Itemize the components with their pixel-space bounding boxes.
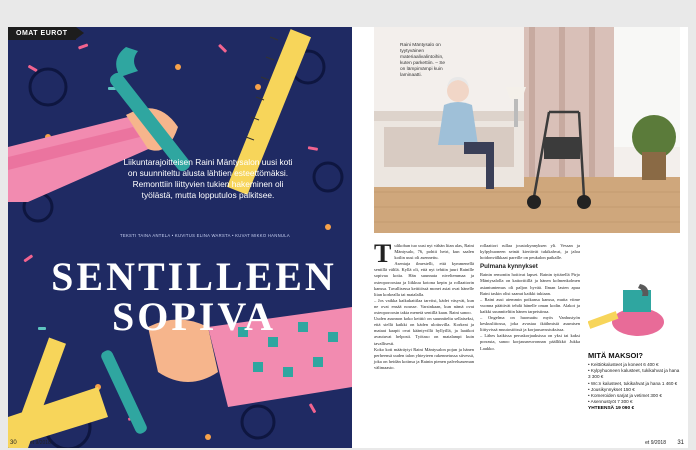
- cost-item: • Keittiökalusteet ja koneet 6 400 €: [588, 362, 682, 368]
- dropcap: T: [374, 239, 392, 268]
- col2-p5: – Lähes kaikissa peruskorjauksissa on yksi tai kaksi porrasta, sanoo korjausneuvonnan päällikkö Jukka Laukko.: [480, 333, 580, 351]
- photo: [374, 27, 680, 233]
- col1-p1: ulikoban tuo uusi nyt vähän liian alas, Raini Mäntysalo, 76, pohtii hetri, kun saalen koilin uusi oli asennettu.: [394, 243, 474, 261]
- col2-p3: – Raini asui aiemmin poikansa kanssa, mutta viime vuonna päättivät tehdä hänelle oman kodin. Alakot ja kaikki suunniteltiin hänen tarpeisiinsa.: [480, 296, 580, 314]
- col1-p4: Uuden asunnon koko keittiö on suunniteltu sellaiseksi, että siellä kaikki on käden ulottuvilla. Korkeat ja mataat kaapit ovat kääntyvillä hyllyillä, ja laatikot avautuvat helposti. Työtaso on matalampi kuin tavallisesti.: [374, 316, 474, 346]
- left-page-number: 30: [10, 440, 17, 446]
- col1-p3: – Jos vaikka kaikukattilaa tarvitsi, kädet väsyvät, kun ne ovat ensää nousse. Varsinkaan, kun nämä ovat osteoporoosin takia menetä sentillä kaan. Raini sanoo.: [374, 297, 474, 316]
- cost-item: • Asennustyöt 7 300 €: [588, 399, 682, 405]
- cost-item: • Wc:n kalusteet, tukikahvat ja hana 1 460 €: [588, 381, 682, 387]
- right-folio: et 9/2018: [645, 440, 666, 446]
- cost-item: • Jousikynnykset 150 €: [588, 387, 682, 393]
- toilet-illustration: [588, 282, 682, 340]
- cost-list: [588, 362, 682, 405]
- subhead: Pulmana kynnykset: [480, 263, 538, 271]
- cost-total: YHTEENSÄ 19 090 €: [588, 406, 635, 412]
- article-column-2: [480, 243, 580, 352]
- headline-line2: SOPIVA: [112, 294, 276, 339]
- right-page: [352, 27, 688, 448]
- col1-p2: Asentaja ilmestelli, että kymmenellä sentillä välilä. Kyllä oli, että nyt tehtiin juuri Rainille sopivaa kotia. Hän suunnata niveltemmaa ja osteoporoosiaa ja liikkuu kotona kepin ja rollaattorin kanssa. Tavallisessa keittiössä monet asiat ovat hänelle liian korkealla tai matalalla.: [374, 261, 474, 297]
- col1-p5: Koko koti määräytyi Raini Mäntysalon pojan ja hänen perheensä uuden talon yhteyteen rakennetussa siivessä, joka on heidän kotinsa ja Rainin pienen palveluaseman välimaasto.: [374, 346, 474, 370]
- article-column-1: [374, 239, 474, 371]
- col2-p2: Rainin remontin hoitivat lapset. Rainin tyttärellä Pirjo Mäntysalolla on kattoriitillä ja hänen kolmenkolmen asiantuntemus oli paljon hyvää. Ilman lasten apua Raini taskin olisi saanut kaikki tukiaan.: [480, 272, 580, 296]
- section-tag: OMAT EUROT: [8, 27, 76, 40]
- right-page-number: 31: [677, 440, 684, 446]
- col2-p4: – Ongelma on huomattu myös Vanhustyön keskusliitossa, joka avustaa ikäihmisiä asumisen liittyvissä muutostöissä ja korjausavustuksissa.: [480, 315, 580, 333]
- cost-sidebar: [588, 282, 682, 411]
- left-folio: et 9/2018: [30, 440, 51, 446]
- photo-caption: Raini Mäntysalo on tyytyväinen materiaalivalintoihin, kuten parkettiin. – Se on lämpimämpi kuin laminaatti.: [400, 43, 446, 78]
- col2-p1: rollaattori rullaa joustokynnyksen yli. Vessan ja kylpyhuoneen seinät kiertävät tukikahvat, ja jaloa hoidonvälkkaat pareille on peukalon paikalle.: [480, 243, 580, 261]
- cost-item: • Kylpyhuoneen kalusteet, tukikahvat ja hana 3 300 €: [588, 368, 682, 380]
- left-page: [8, 27, 352, 448]
- headline-line1: SENTILLEEN: [51, 254, 337, 299]
- intro-text: Liikuntarajoitteisen Raini Mäntysalon uusi koti on suunniteltu alusta lähtien esteettömäksi. Remonttiin liittyvien tukien hakeminen oli työlästä, mutta lopputulos palkitsee.: [123, 157, 293, 200]
- cost-item: • Komeroiden sarjat ja vetimet 300 €: [588, 393, 682, 399]
- sidebar-title: MITÄ MAKSOI?: [588, 351, 643, 360]
- credits: TEKSTI TAINA ANTELA • KUVITUS ELINA WARSTA • KUVAT MIKKO HANNULA: [120, 233, 290, 238]
